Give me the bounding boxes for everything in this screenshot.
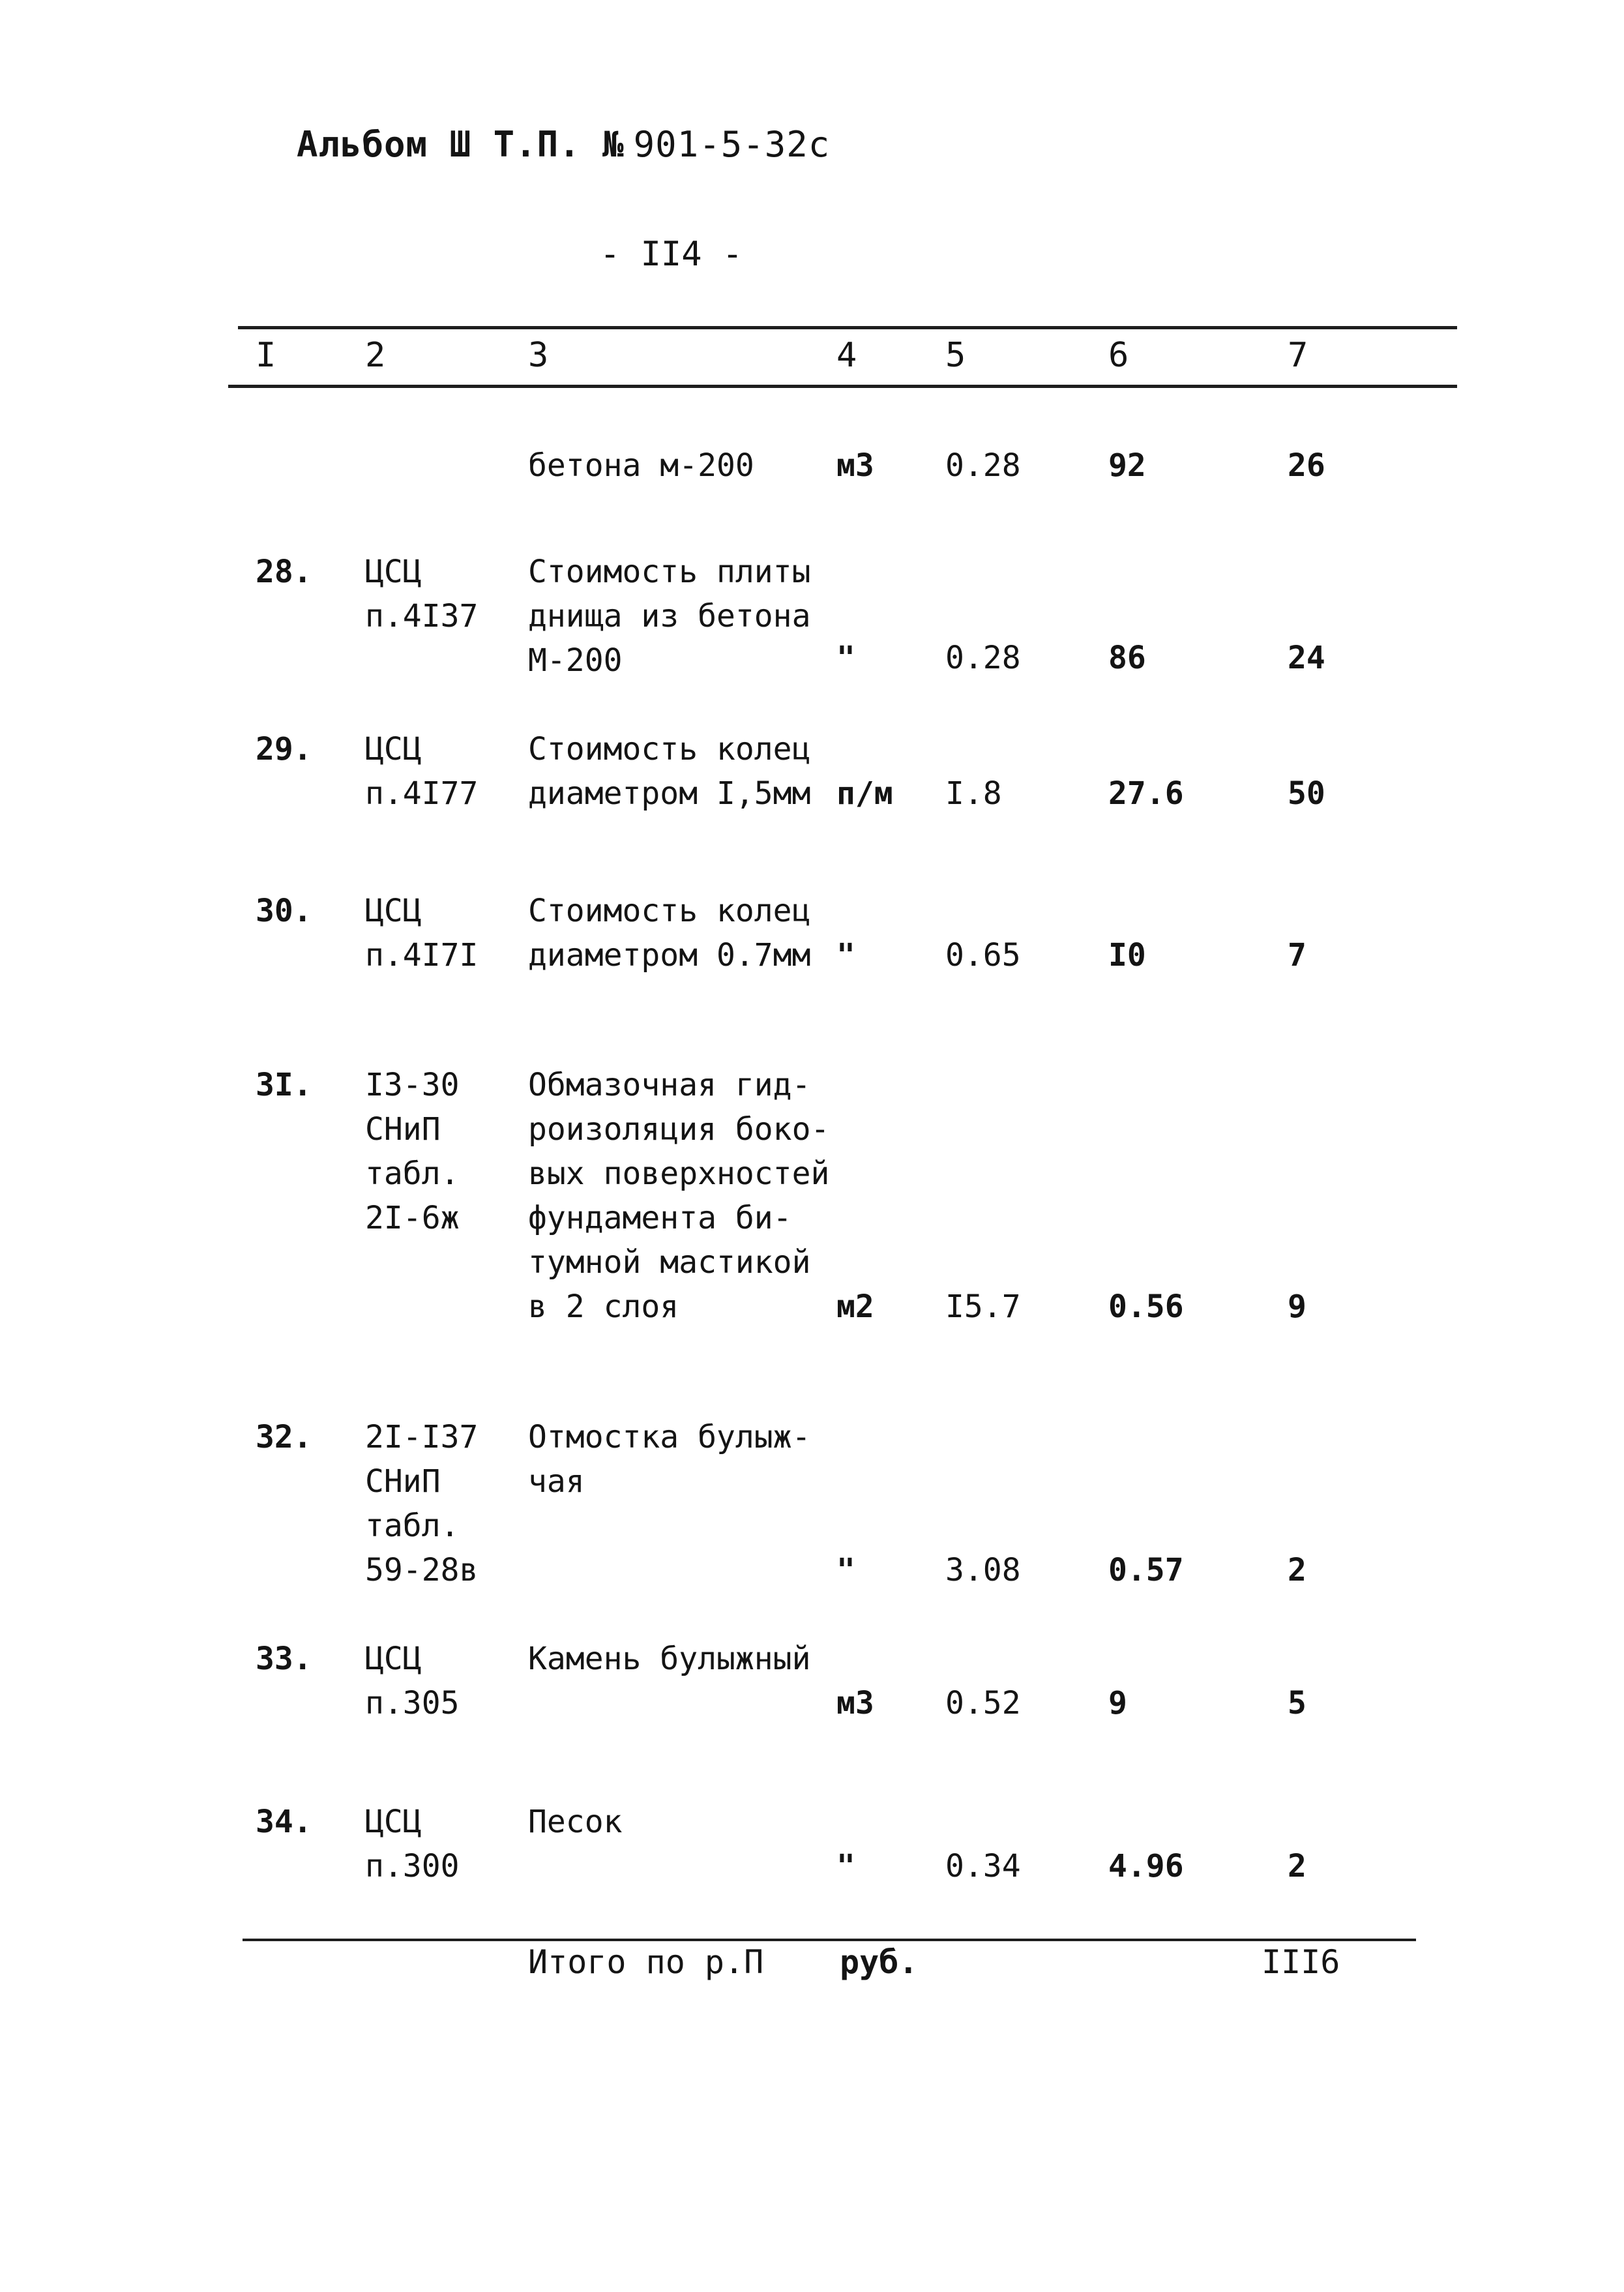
row-31-number: 3I. [256,1067,312,1103]
album-reference: Альбом Ш Т.П. № [297,124,625,165]
total-value: III6 [1262,1943,1340,1981]
row-33-total: 5 [1288,1685,1307,1721]
column-header-3: 3 [528,336,549,375]
row-29-name: Стоимость колец диаметром I,5мм [528,731,811,812]
row-31-qty: I5.7 [945,1288,1021,1325]
row-0-unit: м3 [836,447,874,484]
row-31-unit: м2 [836,1288,874,1325]
row-33-number: 33. [256,1641,312,1677]
row-0-name: бетона м-200 [528,447,754,484]
column-header-7: 7 [1288,336,1308,375]
row-29-qty: I.8 [945,775,1002,812]
document-header [297,124,830,165]
column-header-6: 6 [1108,336,1129,375]
total-label: Итого по р.П [528,1943,764,1981]
row-29-number: 29. [256,731,312,767]
column-header-5: 5 [945,336,966,375]
row-31-price: 0.56 [1108,1288,1184,1325]
table-bottom-rule [243,1939,1416,1941]
row-31-name: Обмазочная гид- роизоляция боко- вых поверхностей фундамента би- тумной мастикой в 2 слоя [528,1067,830,1325]
row-30-number: 30. [256,893,312,929]
row-34-reference: ЦСЦ п.300 [365,1804,460,1884]
column-header-2: 2 [365,336,386,375]
total-unit: руб. [840,1943,919,1981]
row-28-reference: ЦСЦ п.4I37 [365,554,479,634]
project-number: 901-5-32с [633,124,831,165]
row-32-price: 0.57 [1108,1552,1184,1588]
row-28-unit: " [836,640,855,676]
row-30-qty: 0.65 [945,937,1021,974]
column-header-4: 4 [836,336,857,375]
row-32-reference: 2I-I37 СНиП табл. 59-28в [365,1419,479,1588]
row-28-name: Стоимость плиты днища из бетона М-200 [528,554,811,679]
row-34-unit: " [836,1848,855,1884]
row-28-total: 24 [1288,640,1325,676]
row-28-number: 28. [256,554,312,590]
row-0-qty: 0.28 [945,447,1021,484]
row-32-unit: " [836,1552,855,1588]
row-29-unit: п/м [836,775,893,812]
row-31-total: 9 [1288,1288,1307,1325]
row-31-reference: I3-30 СНиП табл. 2I-6ж [365,1067,460,1236]
row-34-price: 4.96 [1108,1848,1184,1884]
row-29-reference: ЦСЦ п.4I77 [365,731,479,812]
row-34-total: 2 [1288,1848,1307,1884]
row-29-price: 27.6 [1108,775,1184,812]
row-29-total: 50 [1288,775,1325,812]
row-30-name: Стоимость колец диаметром 0.7мм [528,893,811,974]
table-header-rule [228,385,1457,388]
page-number: - II4 - [600,235,743,274]
row-32-number: 32. [256,1419,312,1455]
row-30-price: I0 [1108,937,1146,974]
row-30-unit: " [836,937,855,974]
row-28-qty: 0.28 [945,640,1021,676]
row-33-price: 9 [1108,1685,1127,1721]
row-32-name: Отмостка булыж- чая [528,1419,811,1500]
row-30-total: 7 [1288,937,1307,974]
row-34-qty: 0.34 [945,1848,1021,1884]
row-33-qty: 0.52 [945,1685,1021,1721]
row-34-name: Песок [528,1804,623,1840]
row-0-total: 26 [1288,447,1325,484]
row-34-number: 34. [256,1804,312,1840]
row-0-price: 92 [1108,447,1146,484]
row-33-unit: м3 [836,1685,874,1721]
row-30-reference: ЦСЦ п.4I7I [365,893,479,974]
column-header-1: I [256,336,276,375]
row-32-qty: 3.08 [945,1552,1021,1588]
row-33-name: Камень булыжный [528,1641,811,1677]
table-top-rule [238,326,1457,329]
row-32-total: 2 [1288,1552,1307,1588]
row-33-reference: ЦСЦ п.305 [365,1641,460,1721]
row-28-price: 86 [1108,640,1146,676]
